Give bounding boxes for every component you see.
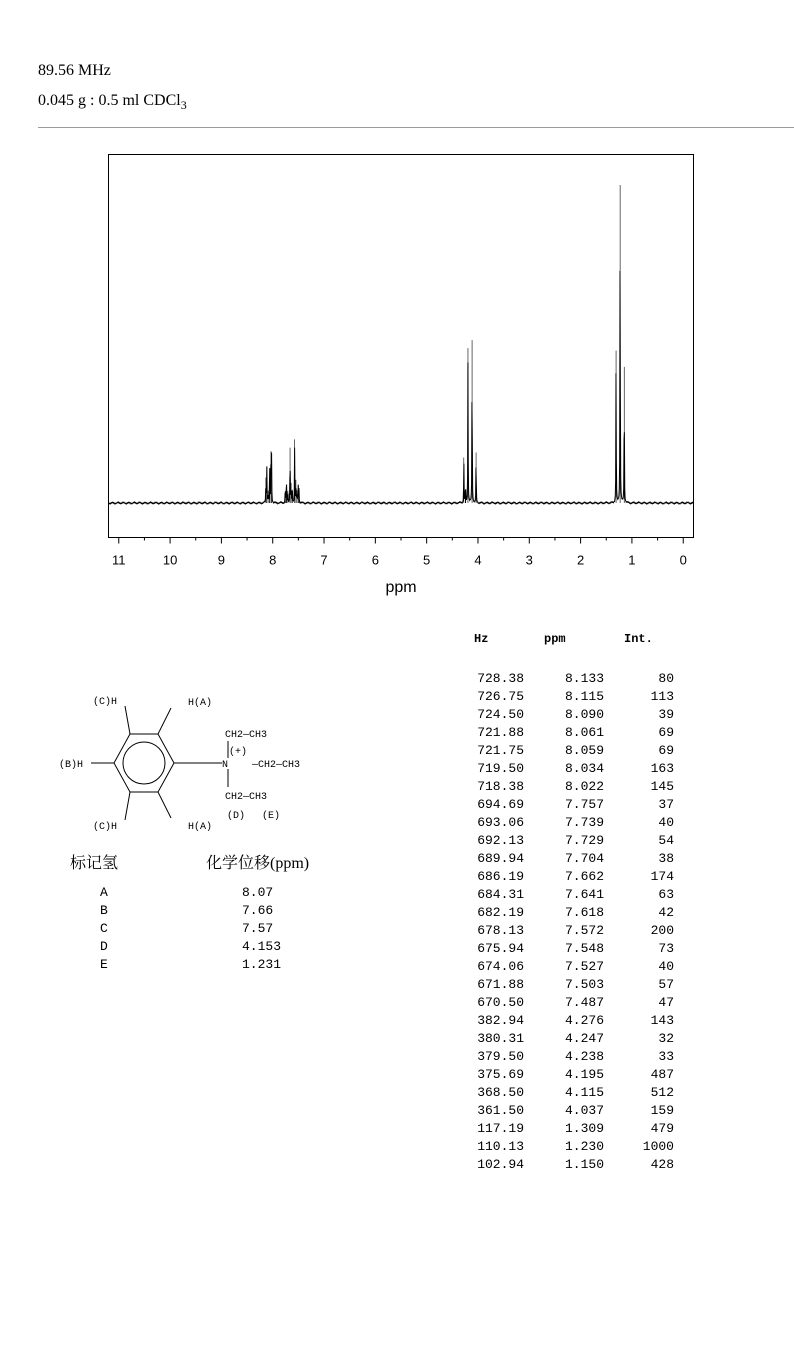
table-row <box>460 742 700 760</box>
table-row <box>460 904 700 922</box>
cell-hz: 682.19 <box>477 905 524 920</box>
cell-int: 40 <box>658 959 674 974</box>
assignment-shift: 7.66 <box>242 903 274 918</box>
cell-hz: 724.50 <box>477 707 524 722</box>
assignment-header-shift: 化学位移(ppm) <box>206 855 310 872</box>
cell-hz: 675.94 <box>477 941 524 956</box>
cell-ppm: 7.739 <box>564 815 604 830</box>
x-tick-label: 4 <box>474 552 482 568</box>
cell-hz: 102.94 <box>477 1157 524 1172</box>
column-header-ppm: ppm <box>544 632 566 646</box>
cell-ppm: 1.150 <box>564 1157 604 1172</box>
cell-int: 39 <box>658 707 674 722</box>
cell-int: 479 <box>650 1121 674 1136</box>
table-row <box>460 1030 700 1048</box>
cell-ppm: 8.061 <box>564 725 604 740</box>
x-tick-label: 0 <box>679 552 687 568</box>
table-row <box>460 706 700 724</box>
cell-ppm: 8.133 <box>564 671 604 686</box>
assignment-shift: 4.153 <box>242 939 282 954</box>
cell-ppm: 4.276 <box>564 1013 604 1028</box>
cell-hz: 721.88 <box>477 725 524 740</box>
table-row <box>460 760 700 778</box>
cell-ppm: 4.238 <box>564 1049 604 1064</box>
cell-int: 145 <box>650 779 674 794</box>
table-row <box>460 868 700 886</box>
label-ethyl-right: —CH2—CH3 <box>252 760 301 771</box>
cell-ppm: 8.022 <box>564 779 604 794</box>
cell-ppm: 1.230 <box>564 1139 604 1154</box>
label-h-a-bottom: H(A) <box>188 822 213 833</box>
table-row <box>460 814 700 832</box>
x-tick-label: 6 <box>371 552 379 568</box>
assignment-label: D <box>100 939 108 954</box>
label-h-c-top: (C)H <box>93 697 118 708</box>
cell-ppm: 4.247 <box>564 1031 604 1046</box>
aromatic-circle <box>123 742 165 784</box>
table-row <box>460 832 700 850</box>
sample-text: 0.045 g : 0.5 ml CDCl <box>38 92 181 109</box>
cell-int: 1000 <box>642 1139 674 1154</box>
table-row <box>460 1156 700 1174</box>
cell-ppm: 7.572 <box>564 923 604 938</box>
assignment-shift: 8.07 <box>242 885 274 900</box>
assignment-label: C <box>100 921 108 936</box>
cell-int: 159 <box>650 1103 674 1118</box>
cell-hz: 368.50 <box>477 1085 524 1100</box>
cell-ppm: 7.503 <box>564 977 604 992</box>
cell-hz: 375.69 <box>477 1067 524 1082</box>
cell-hz: 117.19 <box>477 1121 524 1136</box>
cell-ppm: 7.704 <box>564 851 604 866</box>
cell-hz: 719.50 <box>477 761 524 776</box>
cell-hz: 379.50 <box>477 1049 524 1064</box>
assignment-label: B <box>100 903 108 918</box>
cell-int: 73 <box>658 941 674 956</box>
assignment-label: A <box>100 885 108 900</box>
bond-ch-a-bottom <box>158 792 171 818</box>
peak-list-rows <box>460 670 700 1174</box>
cell-int: 80 <box>658 671 674 686</box>
table-row <box>460 958 700 976</box>
cell-ppm: 7.757 <box>564 797 604 812</box>
cell-hz: 678.13 <box>477 923 524 938</box>
cell-int: 42 <box>658 905 674 920</box>
plot-frame <box>109 155 694 538</box>
x-axis-ticks <box>119 538 683 544</box>
cell-ppm: 7.641 <box>564 887 604 902</box>
cell-ppm: 7.618 <box>564 905 604 920</box>
table-row <box>460 1012 700 1030</box>
assignment-rows <box>0 884 400 974</box>
column-header-hz: Hz <box>474 632 489 646</box>
x-axis-label: ppm <box>385 579 417 596</box>
cell-ppm: 4.115 <box>564 1085 604 1100</box>
cell-int: 113 <box>650 689 674 704</box>
table-row <box>460 724 700 742</box>
label-ethyl-top: CH2—CH3 <box>225 730 268 741</box>
cell-ppm: 8.090 <box>564 707 604 722</box>
cell-hz: 728.38 <box>477 671 524 686</box>
cell-int: 37 <box>658 797 674 812</box>
table-row <box>460 922 700 940</box>
table-row <box>460 994 700 1012</box>
label-ethyl-bottom: CH2—CH3 <box>225 792 268 803</box>
cell-hz: 110.13 <box>477 1139 524 1154</box>
table-row <box>460 796 700 814</box>
label-h-c-bottom: (C)H <box>93 822 118 833</box>
sample-subscript: 3 <box>180 98 187 112</box>
cell-int: 63 <box>658 887 674 902</box>
cell-ppm: 7.662 <box>564 869 604 884</box>
cell-int: 57 <box>658 977 674 992</box>
column-header-int: Int. <box>624 632 653 646</box>
assignment-header-label: 标记氢 <box>70 855 119 872</box>
label-group-e: (E) <box>262 811 281 822</box>
bond-ch-a-top <box>158 708 171 734</box>
table-row <box>460 688 700 706</box>
cell-ppm: 4.037 <box>564 1103 604 1118</box>
table-row <box>460 886 700 904</box>
cell-hz: 382.94 <box>477 1013 524 1028</box>
cell-int: 200 <box>650 923 674 938</box>
cell-ppm: 1.309 <box>564 1121 604 1136</box>
cell-int: 428 <box>650 1157 674 1172</box>
table-row <box>460 1084 700 1102</box>
x-tick-label: 5 <box>423 552 431 568</box>
assignment-row <box>0 956 400 974</box>
cell-ppm: 8.115 <box>564 689 604 704</box>
label-nitrogen: N <box>222 760 229 771</box>
table-row <box>460 1138 700 1156</box>
cell-hz: 686.19 <box>477 869 524 884</box>
bond-ch-c-top <box>125 706 130 734</box>
cell-int: 32 <box>658 1031 674 1046</box>
cell-hz: 694.69 <box>477 797 524 812</box>
cell-hz: 674.06 <box>477 959 524 974</box>
molecular-structure <box>55 690 345 840</box>
table-row <box>460 1102 700 1120</box>
x-tick-label: 9 <box>217 552 226 568</box>
cell-int: 47 <box>658 995 674 1010</box>
table-row <box>460 850 700 868</box>
table-row <box>460 940 700 958</box>
spectrum-trace <box>109 271 694 504</box>
x-tick-label: 10 <box>162 552 178 568</box>
cell-hz: 689.94 <box>477 851 524 866</box>
x-tick-label: 3 <box>525 552 533 568</box>
assignment-shift: 1.231 <box>242 957 282 972</box>
cell-ppm: 7.729 <box>564 833 604 848</box>
label-h-a-top: H(A) <box>188 698 213 709</box>
cell-hz: 671.88 <box>477 977 524 992</box>
table-row <box>460 1120 700 1138</box>
cell-ppm: 4.195 <box>564 1067 604 1082</box>
table-row <box>460 1048 700 1066</box>
cell-hz: 692.13 <box>477 833 524 848</box>
cell-int: 163 <box>650 761 674 776</box>
assignment-row <box>0 884 400 902</box>
assignment-row <box>0 938 400 956</box>
x-tick-label: 8 <box>269 552 277 568</box>
assignment-label: E <box>100 957 108 972</box>
cell-int: 69 <box>658 725 674 740</box>
cell-int: 69 <box>658 743 674 758</box>
cell-int: 54 <box>658 833 674 848</box>
bond-ch-c-bottom <box>125 792 130 820</box>
x-tick-label: 1 <box>628 552 636 568</box>
x-axis-tick-labels <box>112 553 687 568</box>
cell-hz: 670.50 <box>477 995 524 1010</box>
label-group-d: (D) <box>227 811 246 822</box>
table-row <box>460 976 700 994</box>
cell-hz: 718.38 <box>477 779 524 794</box>
cell-int: 143 <box>650 1013 674 1028</box>
nmr-spectrum-chart <box>0 0 794 610</box>
table-row <box>460 778 700 796</box>
cell-ppm: 7.527 <box>564 959 604 974</box>
cell-int: 174 <box>650 869 674 884</box>
cell-ppm: 8.059 <box>564 743 604 758</box>
x-tick-label: 7 <box>320 552 328 568</box>
cell-int: 40 <box>658 815 674 830</box>
table-row <box>460 1066 700 1084</box>
assignment-row <box>0 920 400 938</box>
cell-hz: 361.50 <box>477 1103 524 1118</box>
cell-hz: 684.31 <box>477 887 524 902</box>
cell-ppm: 7.487 <box>564 995 604 1010</box>
cell-int: 487 <box>650 1067 674 1082</box>
cell-hz: 726.75 <box>477 689 524 704</box>
label-h-b: (B)H <box>59 760 84 771</box>
spectrometer-frequency: 89.56 MHz <box>38 62 111 79</box>
assignment-row <box>0 902 400 920</box>
cell-hz: 693.06 <box>477 815 524 830</box>
cell-int: 512 <box>650 1085 674 1100</box>
assignment-shift: 7.57 <box>242 921 274 936</box>
cell-ppm: 8.034 <box>564 761 604 776</box>
x-tick-label: 11 <box>112 552 126 568</box>
label-charge: (+) <box>229 747 248 758</box>
x-tick-label: 2 <box>576 552 585 568</box>
cell-int: 33 <box>658 1049 674 1064</box>
cell-hz: 721.75 <box>477 743 524 758</box>
table-row <box>460 670 700 688</box>
cell-ppm: 7.548 <box>564 941 604 956</box>
cell-hz: 380.31 <box>477 1031 524 1046</box>
cell-int: 38 <box>658 851 674 866</box>
